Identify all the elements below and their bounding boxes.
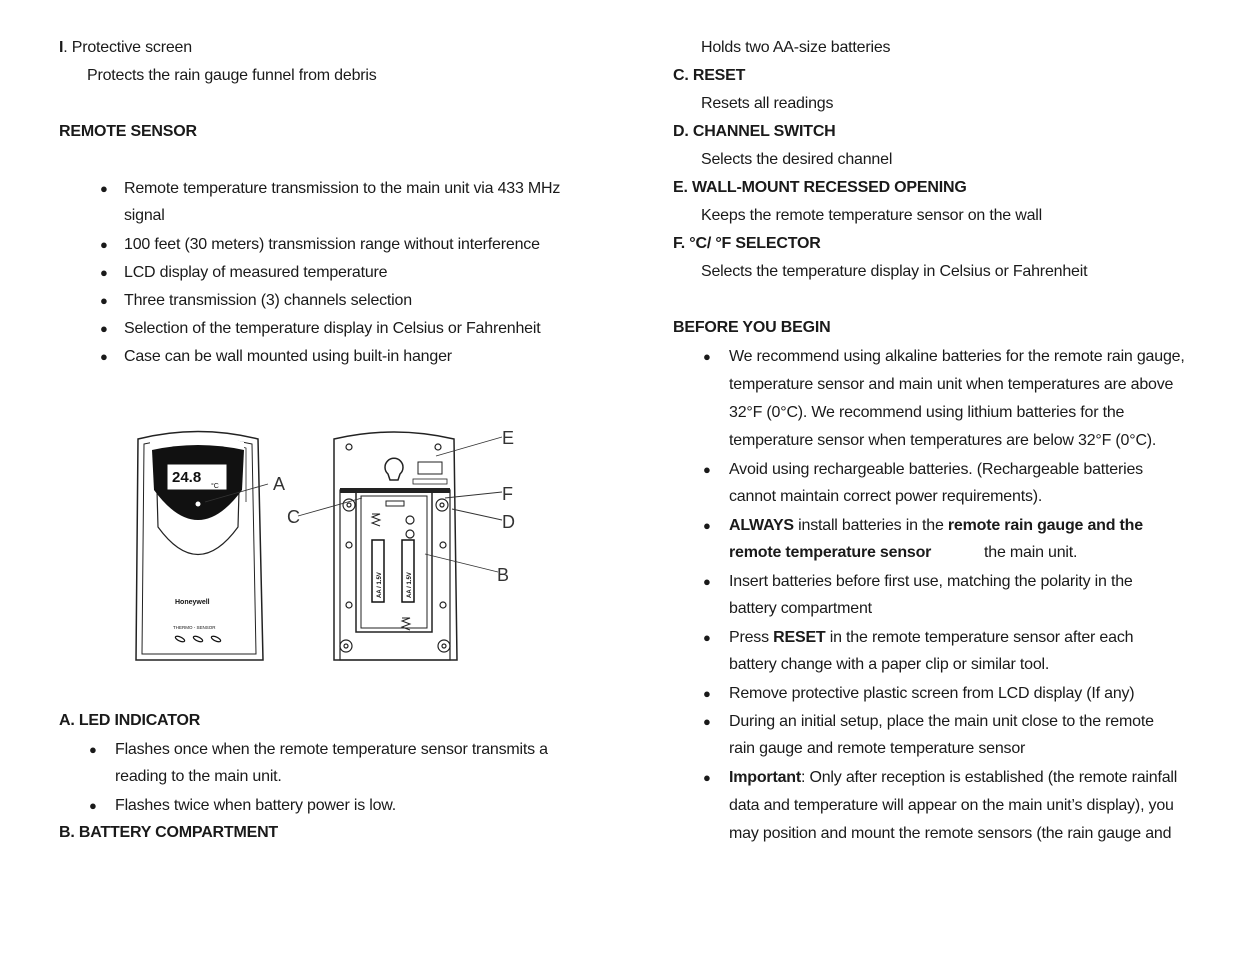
feature-item: Case can be wall mounted using built-in hanger — [124, 348, 452, 365]
tip-item — [729, 629, 1133, 647]
tip-item — [729, 517, 1143, 535]
emphasis: remote rain gauge and the — [947, 517, 1143, 534]
selector-desc: Selects the temperature display in Celsius or Fahrenheit — [701, 263, 1088, 280]
wall-mount-heading: E. WALL-MOUNT RECESSED OPENING — [673, 179, 967, 196]
callout-f: F — [502, 484, 513, 504]
emphasis: ALWAYS — [729, 517, 794, 534]
callout-e: E — [502, 428, 515, 448]
led-item-cont: reading to the main unit. — [115, 768, 282, 785]
tip-item-cont: 32°F (0°C). We recommend using lithium batteries for the — [729, 404, 1125, 421]
battery-label-1: AA / 1.5V — [377, 572, 383, 598]
tip-item-cont: cannot maintain correct power requirements). — [729, 488, 1043, 505]
item-title: . Protective screen — [63, 39, 192, 56]
item-letter: I — [59, 39, 64, 56]
reset-button — [386, 501, 404, 506]
tip-item-cont: battery change with a paper clip or similar tool. — [729, 656, 1050, 673]
feature-item: Three transmission (3) channels selection — [124, 292, 412, 309]
led-indicator — [196, 502, 201, 507]
tip-item: Avoid using rechargeable batteries. (Rechargeable batteries — [729, 461, 1143, 478]
bullet: ● — [100, 181, 108, 196]
bullet: ● — [100, 349, 108, 364]
tip-item: During an initial setup, place the main unit close to the remote — [729, 713, 1154, 730]
remote-sensor-heading: REMOTE SENSOR — [59, 123, 197, 140]
tip-item-cont: temperature sensor when temperatures are below 32°F (0°C). — [729, 432, 1157, 449]
bullet: ● — [89, 798, 97, 813]
lcd-unit: °C — [211, 483, 219, 490]
reset-desc: Resets all readings — [701, 95, 834, 112]
tip-item: We recommend using alkaline batteries for the remote rain gauge, — [729, 348, 1185, 365]
tip-item-cont: rain gauge and remote temperature sensor — [729, 740, 1026, 757]
bullet: ● — [703, 574, 711, 589]
battery-compartment-heading: B. BATTERY COMPARTMENT — [59, 824, 278, 841]
feature-item: Selection of the temperature display in Celsius or Fahrenheit — [124, 320, 541, 337]
tip-item: Remove protective plastic screen from LCD display (If any) — [729, 685, 1135, 702]
callout-a: A — [273, 474, 286, 494]
channel-switch-desc: Selects the desired channel — [701, 151, 893, 168]
callout-b: B — [497, 565, 510, 585]
protective-screen-desc: Protects the rain gauge funnel from debris — [87, 67, 377, 84]
tip-item — [729, 769, 1177, 787]
feature-item: LCD display of measured temperature — [124, 264, 388, 281]
emphasis: Important — [729, 769, 801, 786]
bullet: ● — [703, 518, 711, 533]
tip-text: install batteries in the — [793, 517, 948, 534]
bullet: ● — [100, 237, 108, 252]
tip-item-cont: the main unit. — [984, 544, 1078, 561]
tip-item: Insert batteries before first use, matching the polarity in the — [729, 573, 1133, 590]
bullet: ● — [100, 321, 108, 336]
reset-heading: C. RESET — [673, 67, 746, 84]
tip-item-cont: remote temperature sensor — [729, 544, 932, 561]
tip-item-cont: temperature sensor and main unit when temperatures are above — [729, 376, 1174, 393]
led-item: Flashes twice when battery power is low. — [115, 797, 397, 814]
channel-switch-heading: D. CHANNEL SWITCH — [673, 123, 836, 140]
bullet: ● — [100, 265, 108, 280]
bullet: ● — [703, 349, 711, 364]
model-text: THERMO - SENSOR — [173, 625, 216, 630]
feature-item: Remote temperature transmission to the main unit via 433 MHz — [124, 180, 561, 197]
brand-logo: Honeywell — [175, 599, 210, 606]
bullet: ● — [100, 293, 108, 308]
led-item: Flashes once when the remote temperature sensor transmits a — [115, 741, 548, 758]
battery-desc: Holds two AA-size batteries — [701, 39, 891, 56]
battery-label-2: AA / 1.5V — [407, 572, 413, 598]
compartment-edge — [340, 488, 450, 493]
led-indicator-heading: A. LED INDICATOR — [59, 712, 201, 729]
tip-text: in the remote temperature sensor after each — [825, 629, 1134, 646]
bullet: ● — [89, 742, 97, 757]
lcd-reading: 24.8 — [172, 469, 202, 486]
callout-c: C — [287, 507, 300, 527]
tip-text: : Only after reception is established (the remote rainfall — [800, 769, 1178, 786]
before-you-begin-heading: BEFORE YOU BEGIN — [673, 319, 831, 336]
tip-item-cont: battery compartment — [729, 600, 872, 617]
tip-text: Press — [729, 629, 774, 646]
bullet: ● — [703, 462, 711, 477]
tip-item-cont: data and temperature will appear on the main unit’s display), you — [729, 797, 1174, 814]
tip-item-cont: may position and mount the remote sensors (the rain gauge and — [729, 825, 1172, 842]
bullet: ● — [703, 686, 711, 701]
bullet: ● — [703, 630, 711, 645]
wall-mount-desc: Keeps the remote temperature sensor on the wall — [701, 207, 1043, 224]
emphasis: RESET — [773, 629, 826, 646]
feature-item: 100 feet (30 meters) transmission range without interference — [124, 236, 540, 253]
selector-heading: F. °C/ °F SELECTOR — [673, 235, 821, 252]
bullet: ● — [703, 770, 711, 785]
feature-item-cont: signal — [124, 207, 165, 224]
callout-d: D — [502, 512, 515, 532]
protective-screen-title — [59, 39, 192, 57]
sensor-diagram — [120, 422, 530, 672]
bullet: ● — [703, 714, 711, 729]
